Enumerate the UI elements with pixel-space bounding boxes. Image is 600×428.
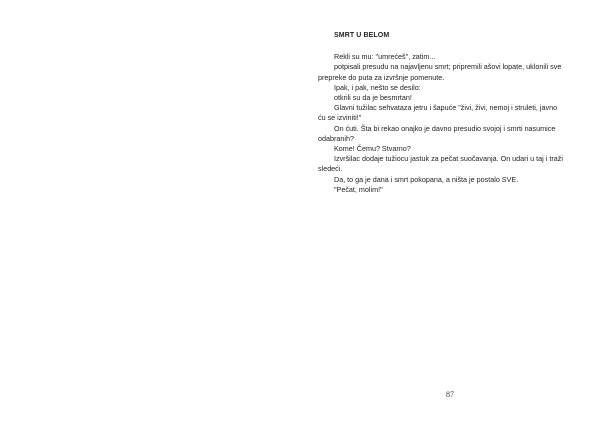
paragraph: Kome! Čemu? Stvarno?	[334, 144, 411, 154]
paragraph: "Pečat, molim!"	[334, 184, 383, 194]
story-title: SMRT U BELOM	[334, 32, 390, 39]
paragraph: Rekli su mu: "umrećeš", zatim...	[334, 52, 436, 62]
paragraph: Glavni tužilac sehvataza jetru i šapuće "živi, živi, nemoj i struleti, javno ću se izviniti!"	[318, 103, 558, 123]
paragraph: On ćuti. Šta bi rekao onajko je davno presudio svojoj i smrti nasumice odabranih?	[318, 123, 556, 143]
story-text	[318, 31, 566, 195]
page-number: 87	[446, 390, 454, 399]
paragraph: Ipak, i pak, nešto se desilo:	[334, 82, 421, 92]
paragraph: Izvršilac dodaje tužiocu jastuk za pečat suočavanja. On udari u taj i traži sledeći.	[318, 154, 563, 174]
paragraph: potpisali presudu na najavljenu smrt; pripremili ašovi lopate, uklonili sve prepreke do puta za izvršnje pomenute.	[318, 62, 562, 82]
paragraph: otkrili su da je besmrtan!	[334, 93, 412, 103]
paragraph: Da, to ga je dana i smrt pokopana, a ništa je postalo SVE.	[334, 174, 519, 184]
